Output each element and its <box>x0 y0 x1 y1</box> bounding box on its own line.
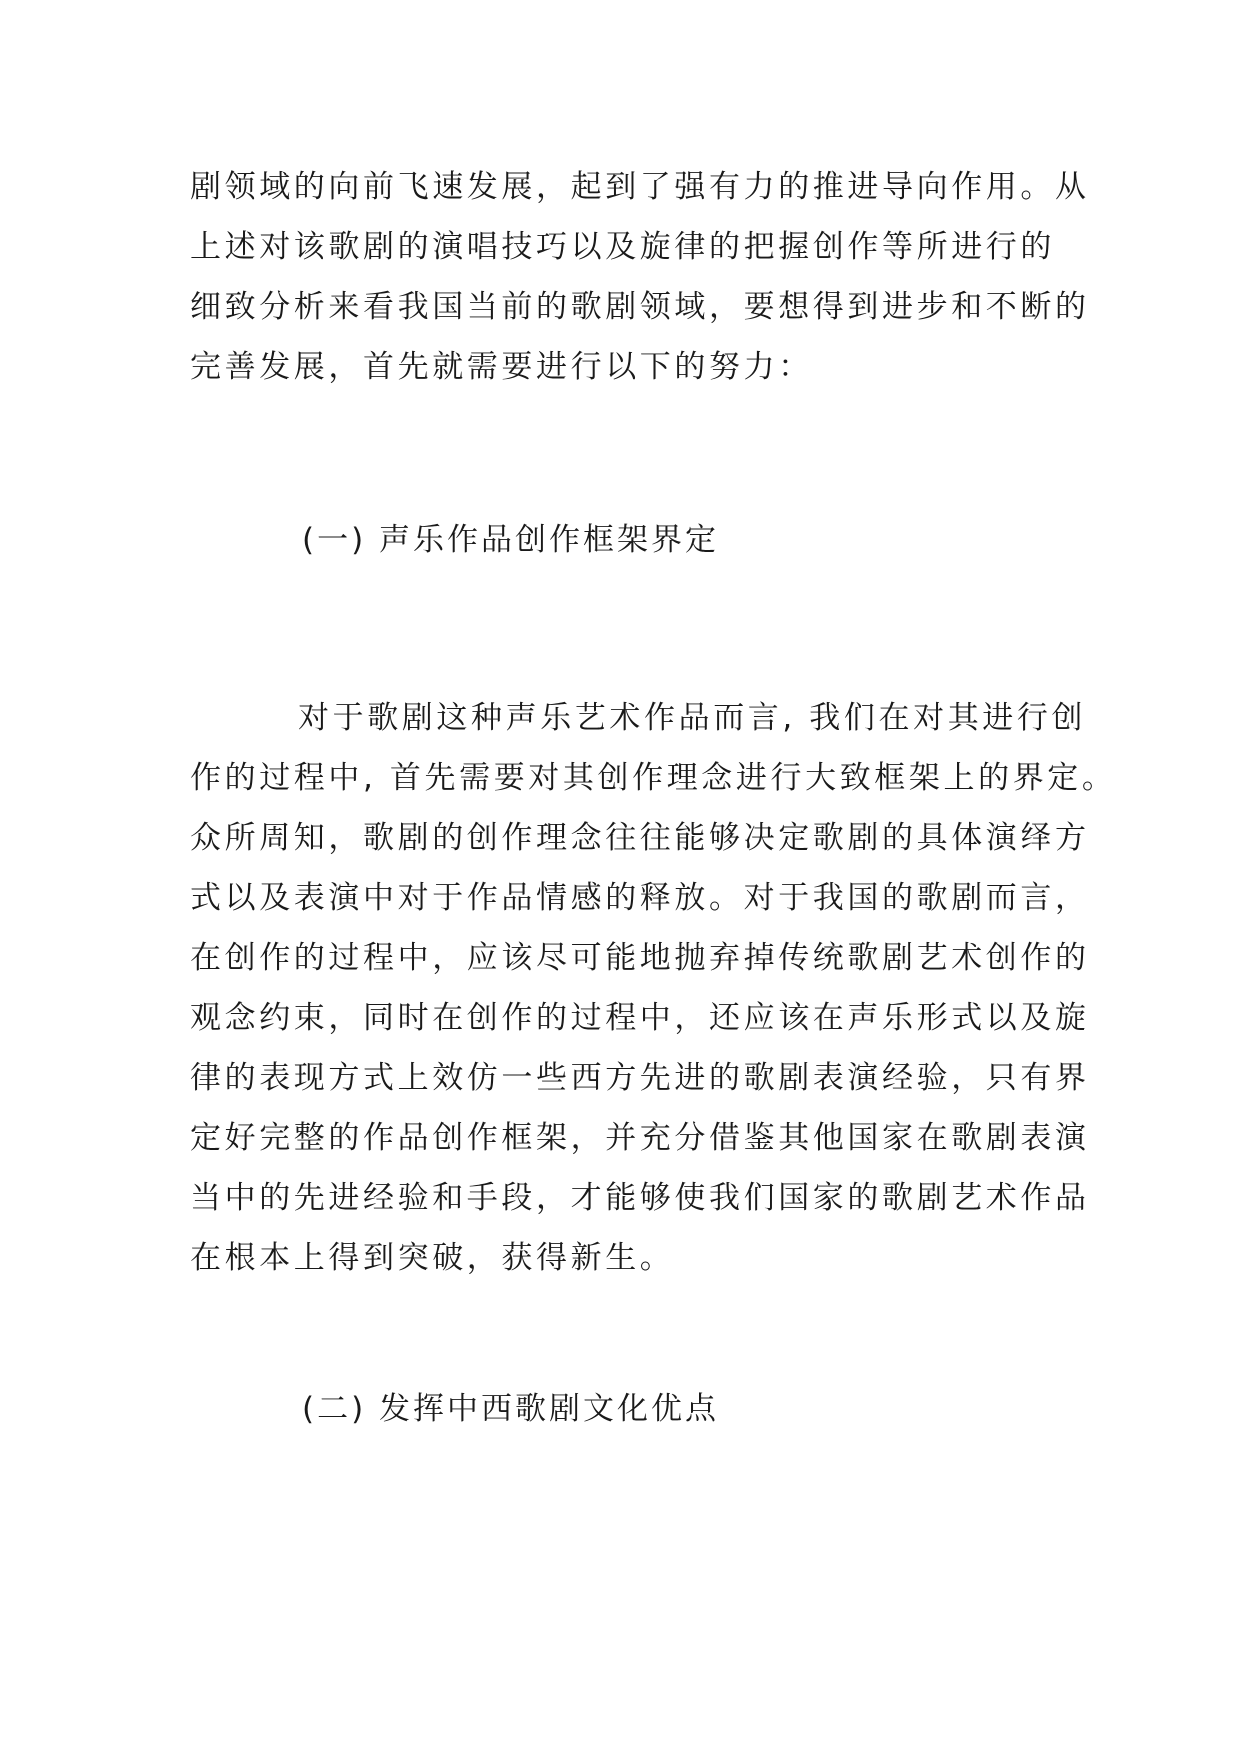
heading-text: (二) 发挥中西歌剧文化优点 <box>302 1391 720 1427</box>
section-heading-2 <box>302 1379 1182 1439</box>
paragraph-2 <box>190 688 1117 1288</box>
text-line: 式以及表演中对于作品情感的释放。对于我国的歌剧而言， <box>190 880 1090 916</box>
text-line: 剧领域的向前飞速发展，起到了强有力的推进导向作用。从 <box>190 169 1090 205</box>
text-line: 当中的先进经验和手段，才能够使我们国家的歌剧艺术作品 <box>190 1180 1090 1216</box>
text-line: 细致分析来看我国当前的歌剧领域，要想得到进步和不断的 <box>190 289 1090 325</box>
text-line: 在根本上得到突破，获得新生。 <box>190 1240 675 1276</box>
heading-text: (一) 声乐作品创作框架界定 <box>302 522 720 558</box>
section-heading-1 <box>302 510 1182 570</box>
text-line: 观念约束，同时在创作的过程中，还应该在声乐形式以及旋 <box>190 1000 1090 1036</box>
text-line: 律的表现方式上效仿一些西方先进的歌剧表演经验，只有界 <box>190 1060 1090 1096</box>
text-line: 定好完整的作品创作框架，并充分借鉴其他国家在歌剧表演 <box>190 1120 1090 1156</box>
text-line: 在创作的过程中，应该尽可能地抛弃掉传统歌剧艺术创作的 <box>190 940 1090 976</box>
paragraph-1 <box>190 157 1090 397</box>
text-line: 对于歌剧这种声乐艺术作品而言, 我们在对其进行创 <box>298 700 1087 736</box>
text-line: 众所周知，歌剧的创作理念往往能够决定歌剧的具体演绎方 <box>190 820 1090 856</box>
text-line: 完善发展，首先就需要进行以下的努力： <box>190 349 813 385</box>
text-line: 上述对该歌剧的演唱技巧以及旋律的把握创作等所进行的 <box>190 229 1055 265</box>
text-line: 作的过程中, 首先需要对其创作理念进行大致框架上的界定。 <box>190 760 1117 796</box>
